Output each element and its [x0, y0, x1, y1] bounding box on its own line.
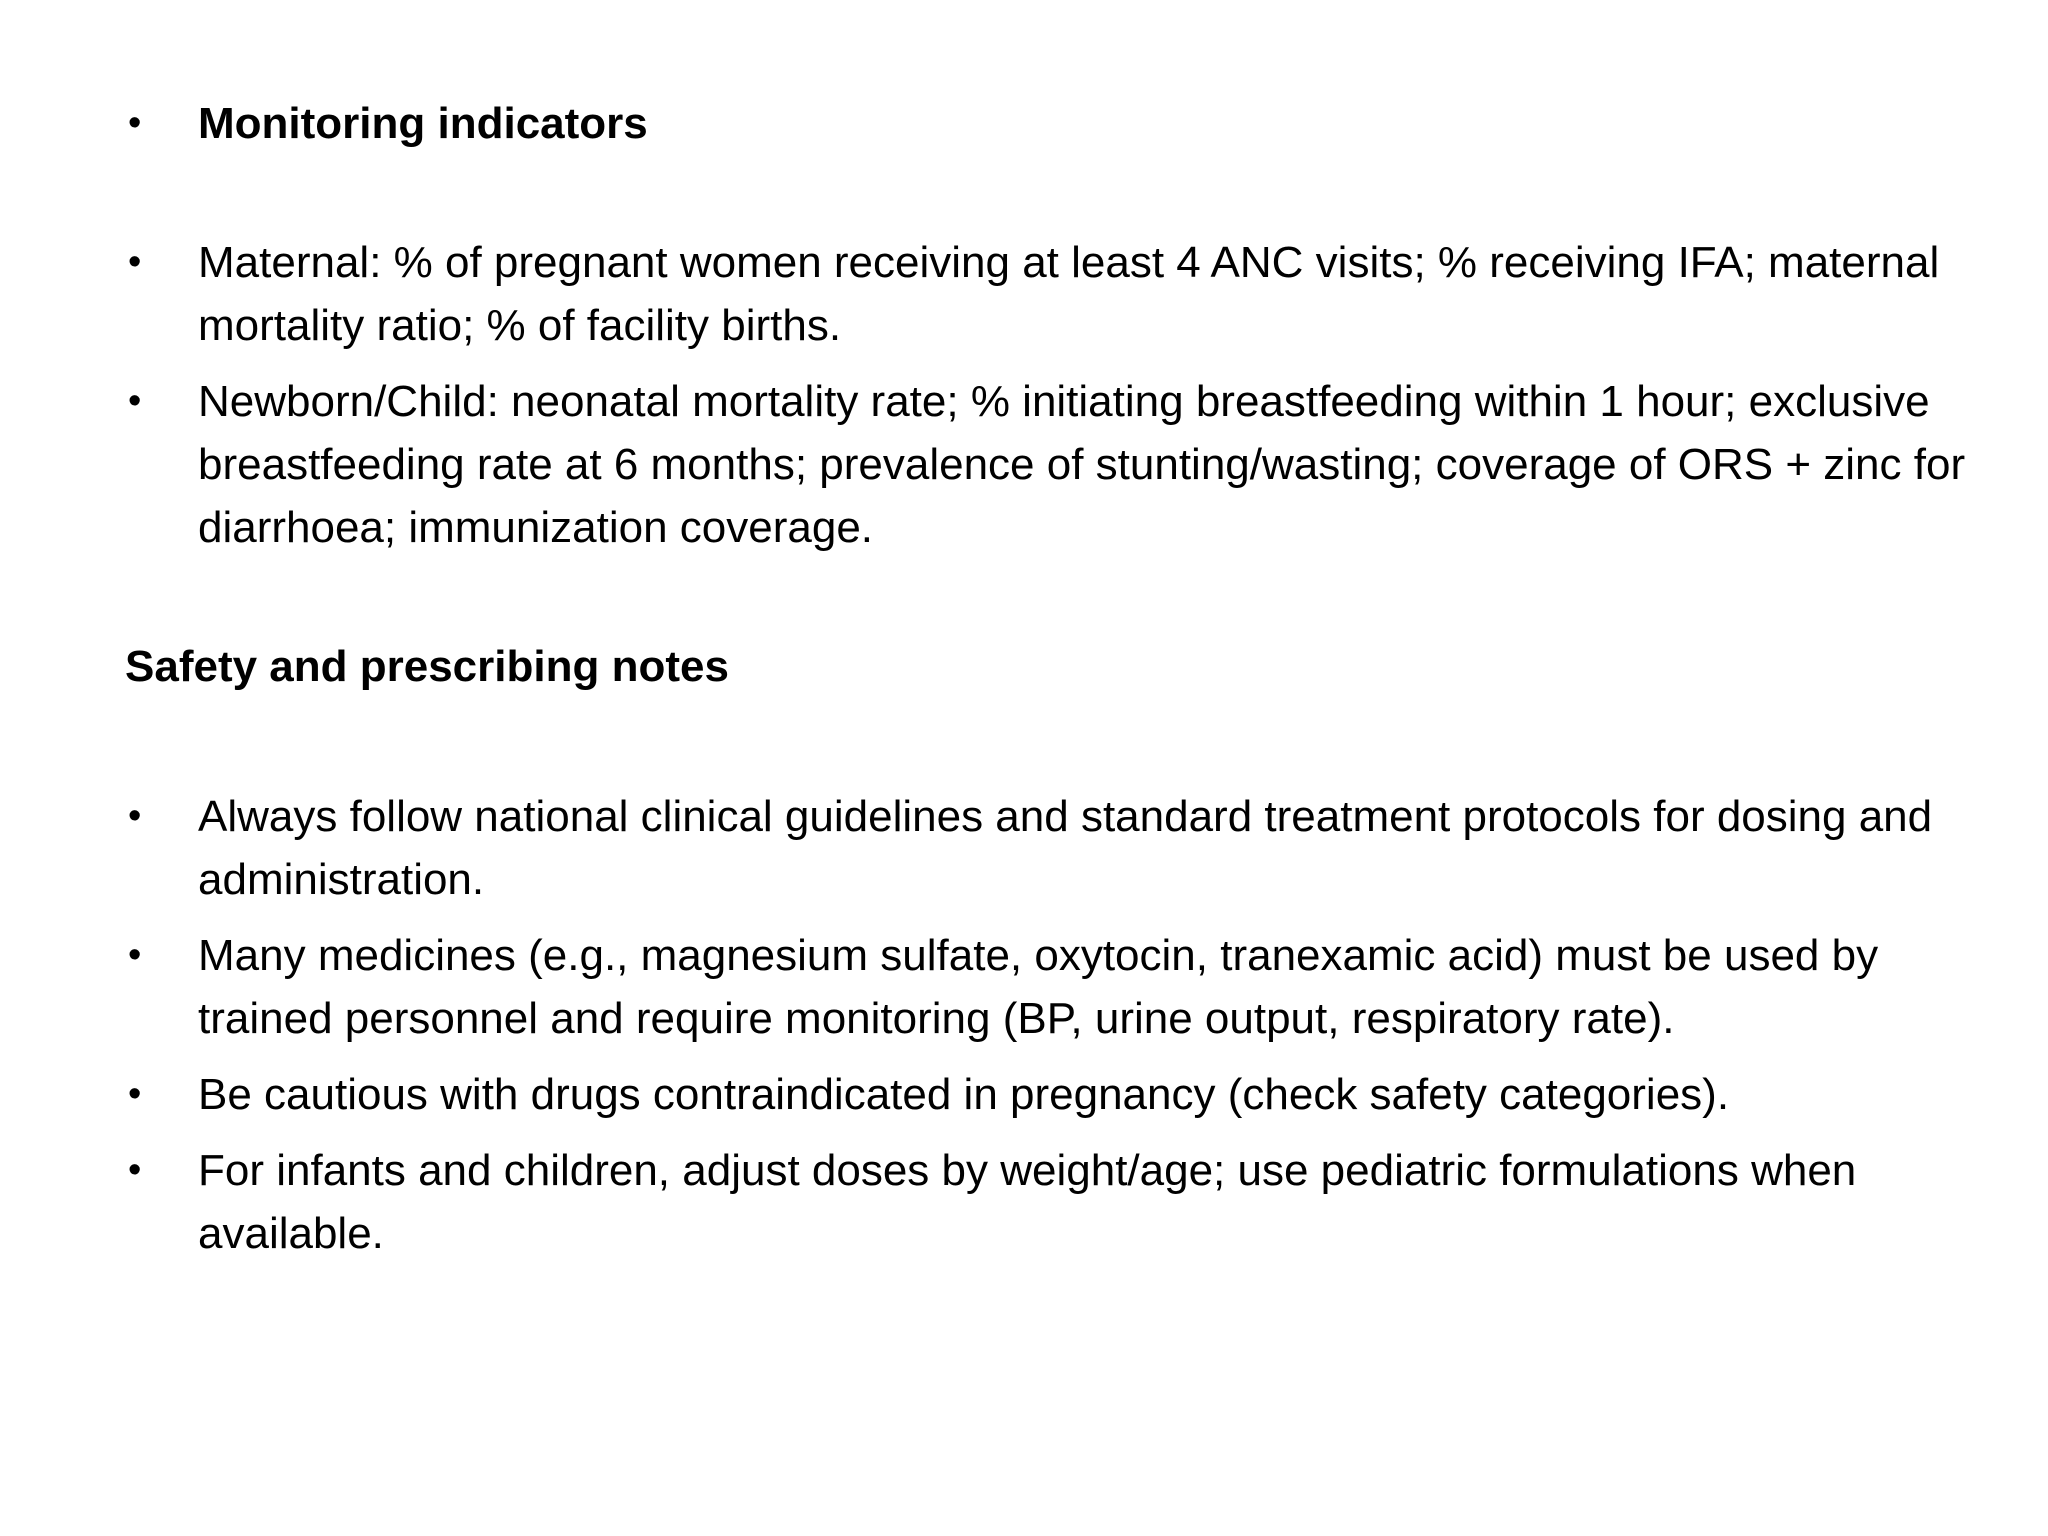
list-item	[125, 785, 1985, 911]
list-item	[125, 1063, 1985, 1126]
list-item	[125, 370, 1985, 559]
monitoring-heading-item	[125, 92, 1985, 155]
bullet-icon: •	[128, 1073, 142, 1115]
spacer	[125, 911, 1955, 924]
bullet-icon: •	[128, 241, 142, 283]
slide-content	[125, 92, 1966, 1265]
guidelines-note-text: Always follow national clinical guidelines and standard treatment protocols for dosing and administration.	[198, 792, 1933, 904]
spacer	[125, 559, 1955, 635]
spacer	[125, 357, 1955, 370]
bullet-icon: •	[128, 934, 142, 976]
list-item	[125, 924, 1985, 1050]
monitoring-heading: Monitoring indicators	[198, 99, 648, 148]
bullet-icon: •	[128, 102, 142, 144]
trained-personnel-note-text: Many medicines (e.g., magnesium sulfate, oxytocin, tranexamic acid) must be used by trained personnel and require monitoring (BP, urine output, respiratory rate).	[198, 931, 1879, 1043]
pediatric-dosing-note-text: For infants and children, adjust doses by weight/age; use pediatric formulations when available.	[198, 1146, 1857, 1258]
bullet-icon: •	[128, 380, 142, 422]
spacer	[125, 698, 1955, 785]
spacer	[125, 1050, 1955, 1063]
bullet-icon: •	[128, 795, 142, 837]
pregnancy-caution-note-text: Be cautious with drugs contraindicated in pregnancy (check safety categories).	[198, 1070, 1730, 1119]
bullet-icon: •	[128, 1149, 142, 1191]
list-item	[125, 1139, 1985, 1265]
maternal-indicators-text: Maternal: % of pregnant women receiving at least 4 ANC visits; % receiving IFA; maternal mortality ratio; % of facility births.	[198, 238, 1940, 350]
list-item	[125, 231, 1985, 357]
spacer	[125, 155, 1955, 231]
safety-heading: Safety and prescribing notes	[125, 642, 729, 691]
newborn-child-indicators-text: Newborn/Child: neonatal mortality rate; % initiating breastfeeding within 1 hour; exclusive breastfeeding rate at 6 months; prevalence of stunting/wasting; coverage of ORS + zinc for diarrhoea; immunization coverage.	[198, 377, 1966, 552]
spacer	[125, 1126, 1955, 1139]
